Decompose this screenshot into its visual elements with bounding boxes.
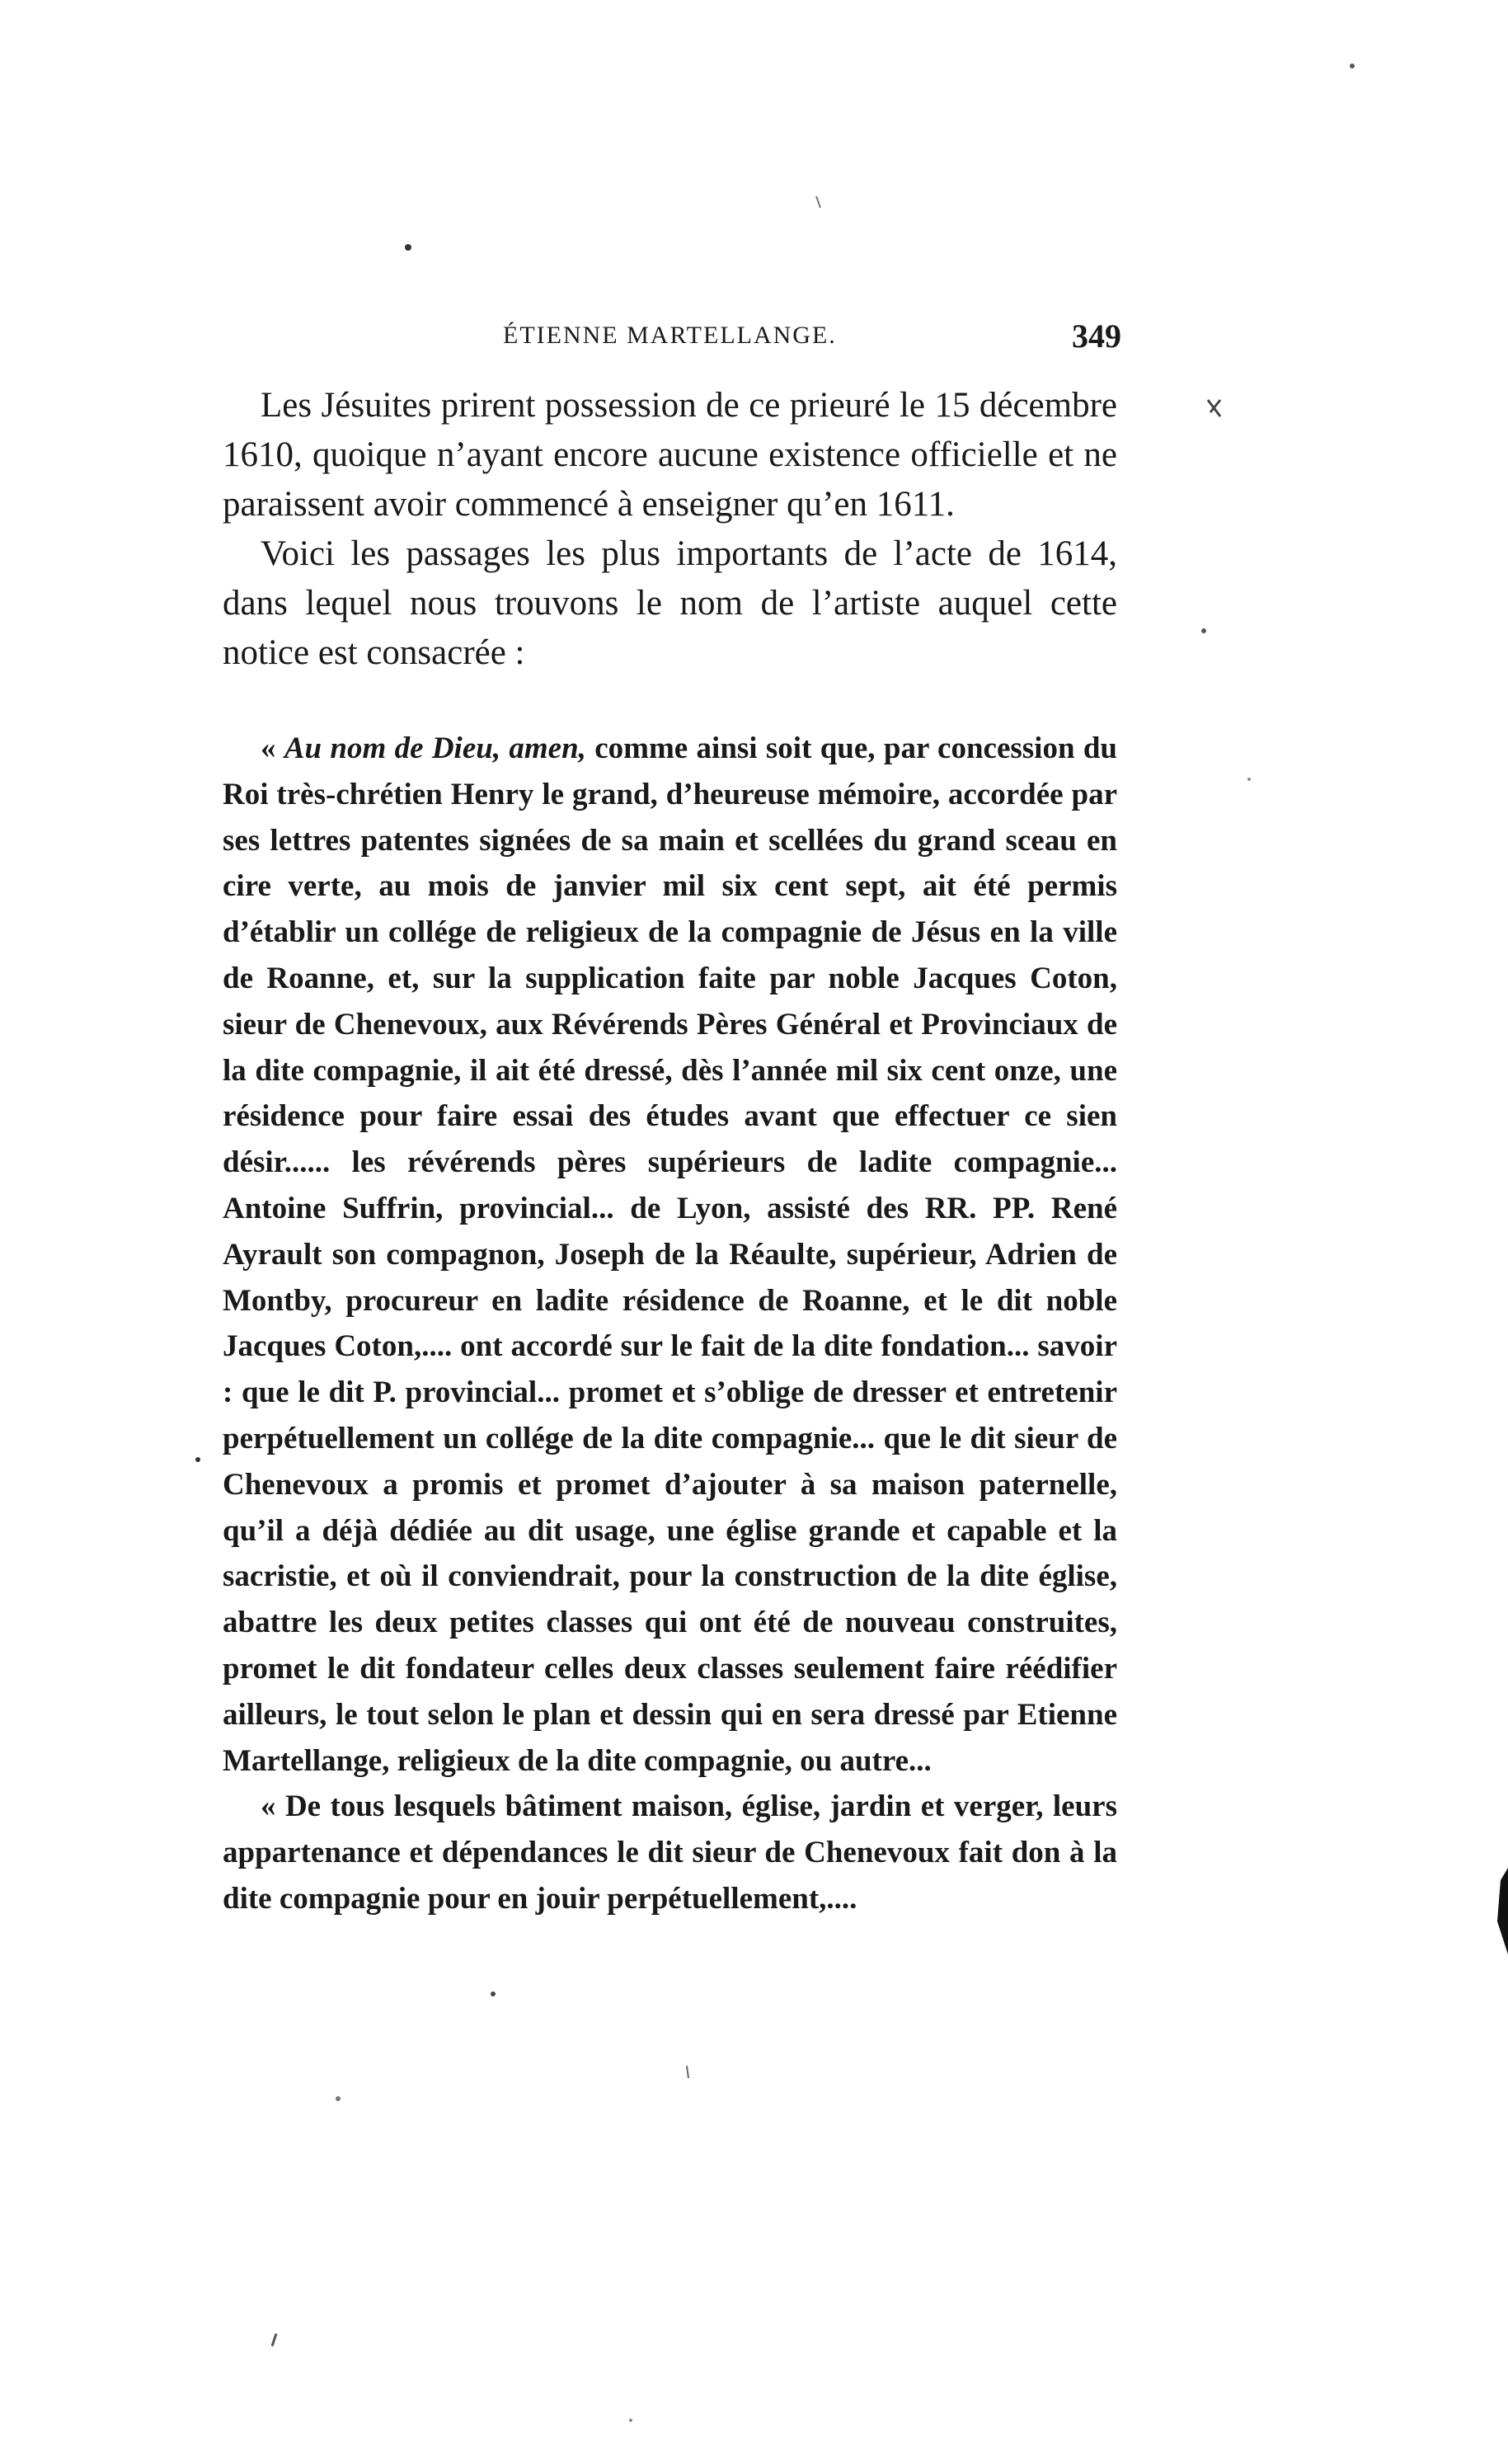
speck bbox=[687, 2066, 688, 2078]
page-header bbox=[223, 317, 1121, 363]
invocation: Au nom de Dieu, amen, bbox=[284, 731, 586, 765]
paragraph: Les Jésuites prirent possession de ce prieuré le 15 décembre 1610, quoique n’ayant encore aucune existence officielle et ne paraissent avoir commencé à enseigner qu’en 1611. bbox=[223, 386, 1117, 524]
speck bbox=[491, 1991, 496, 1996]
quote-text: comme ainsi soit que, par concession du Roi très-chrétien Henry le grand, d’heureuse mémoire, accordée par ses lettres patentes signées de sa main et scellées du grand sceau en cire verte, au mois de janvier mil six cent sept, ait été permis d’établir un collége de religieux de la compagnie de Jésus en la ville de Roanne, et, sur la supplication faite par noble Jacques Coton, sieur de Chenevoux, aux Révérends Pères Général et Provinciaux de la dite compagnie, il ait été dressé, dès l’année mil six cent onze, une résidence pour faire essai des études avant que effectuer ce sien désir...... les révérends pères supérieurs de ladite compagnie... Antoine Suffrin, provincial... de Lyon, assisté des RR. PP. René Ayrault son compagnon, Joseph de la Réaulte, supérieur, Adrien de Montby, procureur en ladite résidence de Roanne, et le dit noble Jacques Coton,.... ont accordé sur le fait de la dite fondation... savoir : que le dit P. provincial... promet et s’oblige de dresser et entretenir perpétuellement un collége de la dite compagnie... que le dit sieur de Chenevoux a promis et promet d’ajouter à sa maison paternelle, qu’il a déjà dédiée au dit usage, une église grande et capable et la sacristie, et où il conviendrait, pour la construction de la dite église, abattre les deux petites classes qui ont été de nouveau construites, promet le dit fondateur celles deux classes seulement faire réédifier ailleurs, le tout selon le plan et dessin qui en sera dressé par Etienne Martellange, religieux de la dite compagnie, ou autre... bbox=[223, 731, 1117, 1778]
quoted-deed bbox=[223, 726, 1117, 1922]
speck bbox=[405, 244, 411, 251]
speck bbox=[195, 1457, 200, 1462]
speck bbox=[336, 2096, 341, 2101]
speck bbox=[629, 2419, 632, 2422]
speck bbox=[816, 196, 820, 208]
speck bbox=[272, 2334, 276, 2346]
speck bbox=[1208, 400, 1220, 416]
running-title: ÉTIENNE MARTELLANGE. bbox=[503, 322, 837, 349]
speck bbox=[1247, 778, 1251, 781]
quote-paragraph bbox=[223, 726, 1117, 1784]
speck bbox=[1201, 628, 1206, 633]
opening-quote-mark: « bbox=[261, 731, 284, 765]
paragraph: Voici les passages les plus importants de l’acte de 1614, dans lequel nous trouvons le nom de l’artiste auquel cette notice est consacrée : bbox=[223, 534, 1117, 672]
page-number: 349 bbox=[1072, 317, 1121, 355]
body-text bbox=[223, 381, 1117, 678]
page-edge-mark bbox=[1497, 1868, 1508, 1954]
speck bbox=[1350, 63, 1355, 68]
quote-paragraph: « De tous lesquels bâtiment maison, église, jardin et verger, leurs appartenance et dépendances le dit sieur de Chenevoux fait don à la dite compagnie pour en jouir perpétuellement,.... bbox=[223, 1789, 1117, 1916]
